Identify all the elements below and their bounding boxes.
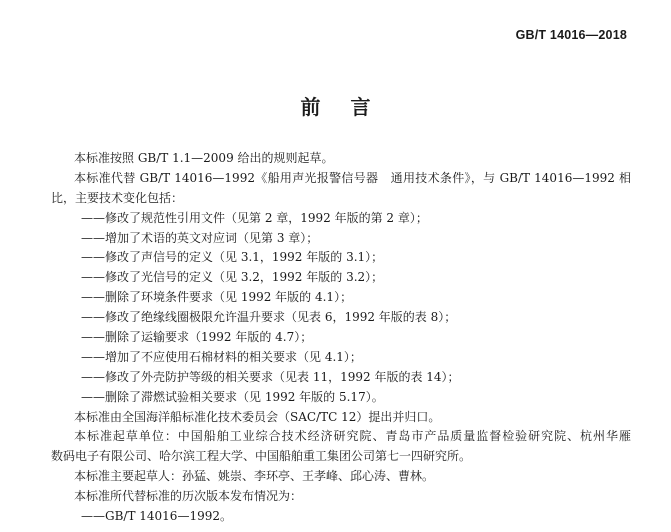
change-item: ——删除了运输要求（1992 年版的 4.7）； bbox=[81, 330, 313, 345]
change-item: ——修改了规范性引用文件（见第 2 章，1992 年版的第 2 章）； bbox=[81, 210, 428, 225]
paragraph-drafting-units-line-2: 数码电子有限公司、哈尔滨工程大学、中国船舶重工集团公司第七一四研究所。 bbox=[51, 449, 472, 464]
standard-code: GB/T 14016—2018 bbox=[515, 28, 627, 42]
paragraph-replaces-line-2: 比，主要技术变化包括： bbox=[51, 190, 184, 205]
paragraph-proposed-by: 本标准由全国海洋船标准化技术委员会（SAC/TC 12）提出并归口。 bbox=[74, 409, 441, 424]
paragraph-drafting-units-line-1: 本标准起草单位：中国船舶工业综合技术经济研究院、青岛市产品质量监督检验研究院、杭州华雁 bbox=[74, 429, 631, 444]
change-item: ——修改了声信号的定义（见 3.1，1992 年版的 3.1）； bbox=[81, 250, 384, 265]
history-item: ——GB/T 14016—1992。 bbox=[81, 509, 232, 524]
paragraph-replaces-line-1: 本标准代替 GB/T 14016—1992《船用声光报警信号器 通用技术条件》，与 GB/T 14016—1992 相 bbox=[74, 170, 631, 185]
paragraph-drafting-rules: 本标准按照 GB/T 1.1—2009 给出的规则起草。 bbox=[74, 151, 334, 165]
change-item: ——增加了不应使用石棉材料的相关要求（见 4.1）； bbox=[81, 349, 362, 364]
change-item: ——删除了环境条件要求（见 1992 年版的 4.1）； bbox=[81, 290, 353, 305]
change-item: ——修改了绝缘线圈极限允许温升要求（见表 6，1992 年版的表 8）； bbox=[81, 310, 457, 325]
change-item: ——删除了滞燃试验相关要求（见 1992 年版的 5.17）。 bbox=[81, 389, 384, 404]
change-item: ——修改了光信号的定义（见 3.2，1992 年版的 3.2）； bbox=[81, 270, 384, 285]
page-title: 前言 bbox=[300, 95, 401, 119]
change-item: ——增加了术语的英文对应词（见第 3 章）； bbox=[81, 230, 319, 245]
change-item: ——修改了外壳防护等级的相关要求（见表 11，1992 年版的表 14）； bbox=[81, 369, 460, 384]
paragraph-drafters: 本标准主要起草人：孙猛、姚崇、李环亭、王孝峰、邱心涛、曹林。 bbox=[74, 469, 435, 484]
foreword-body bbox=[51, 149, 631, 527]
paragraph-history-intro: 本标准所代替标准的历次版本发布情况为： bbox=[74, 489, 303, 504]
